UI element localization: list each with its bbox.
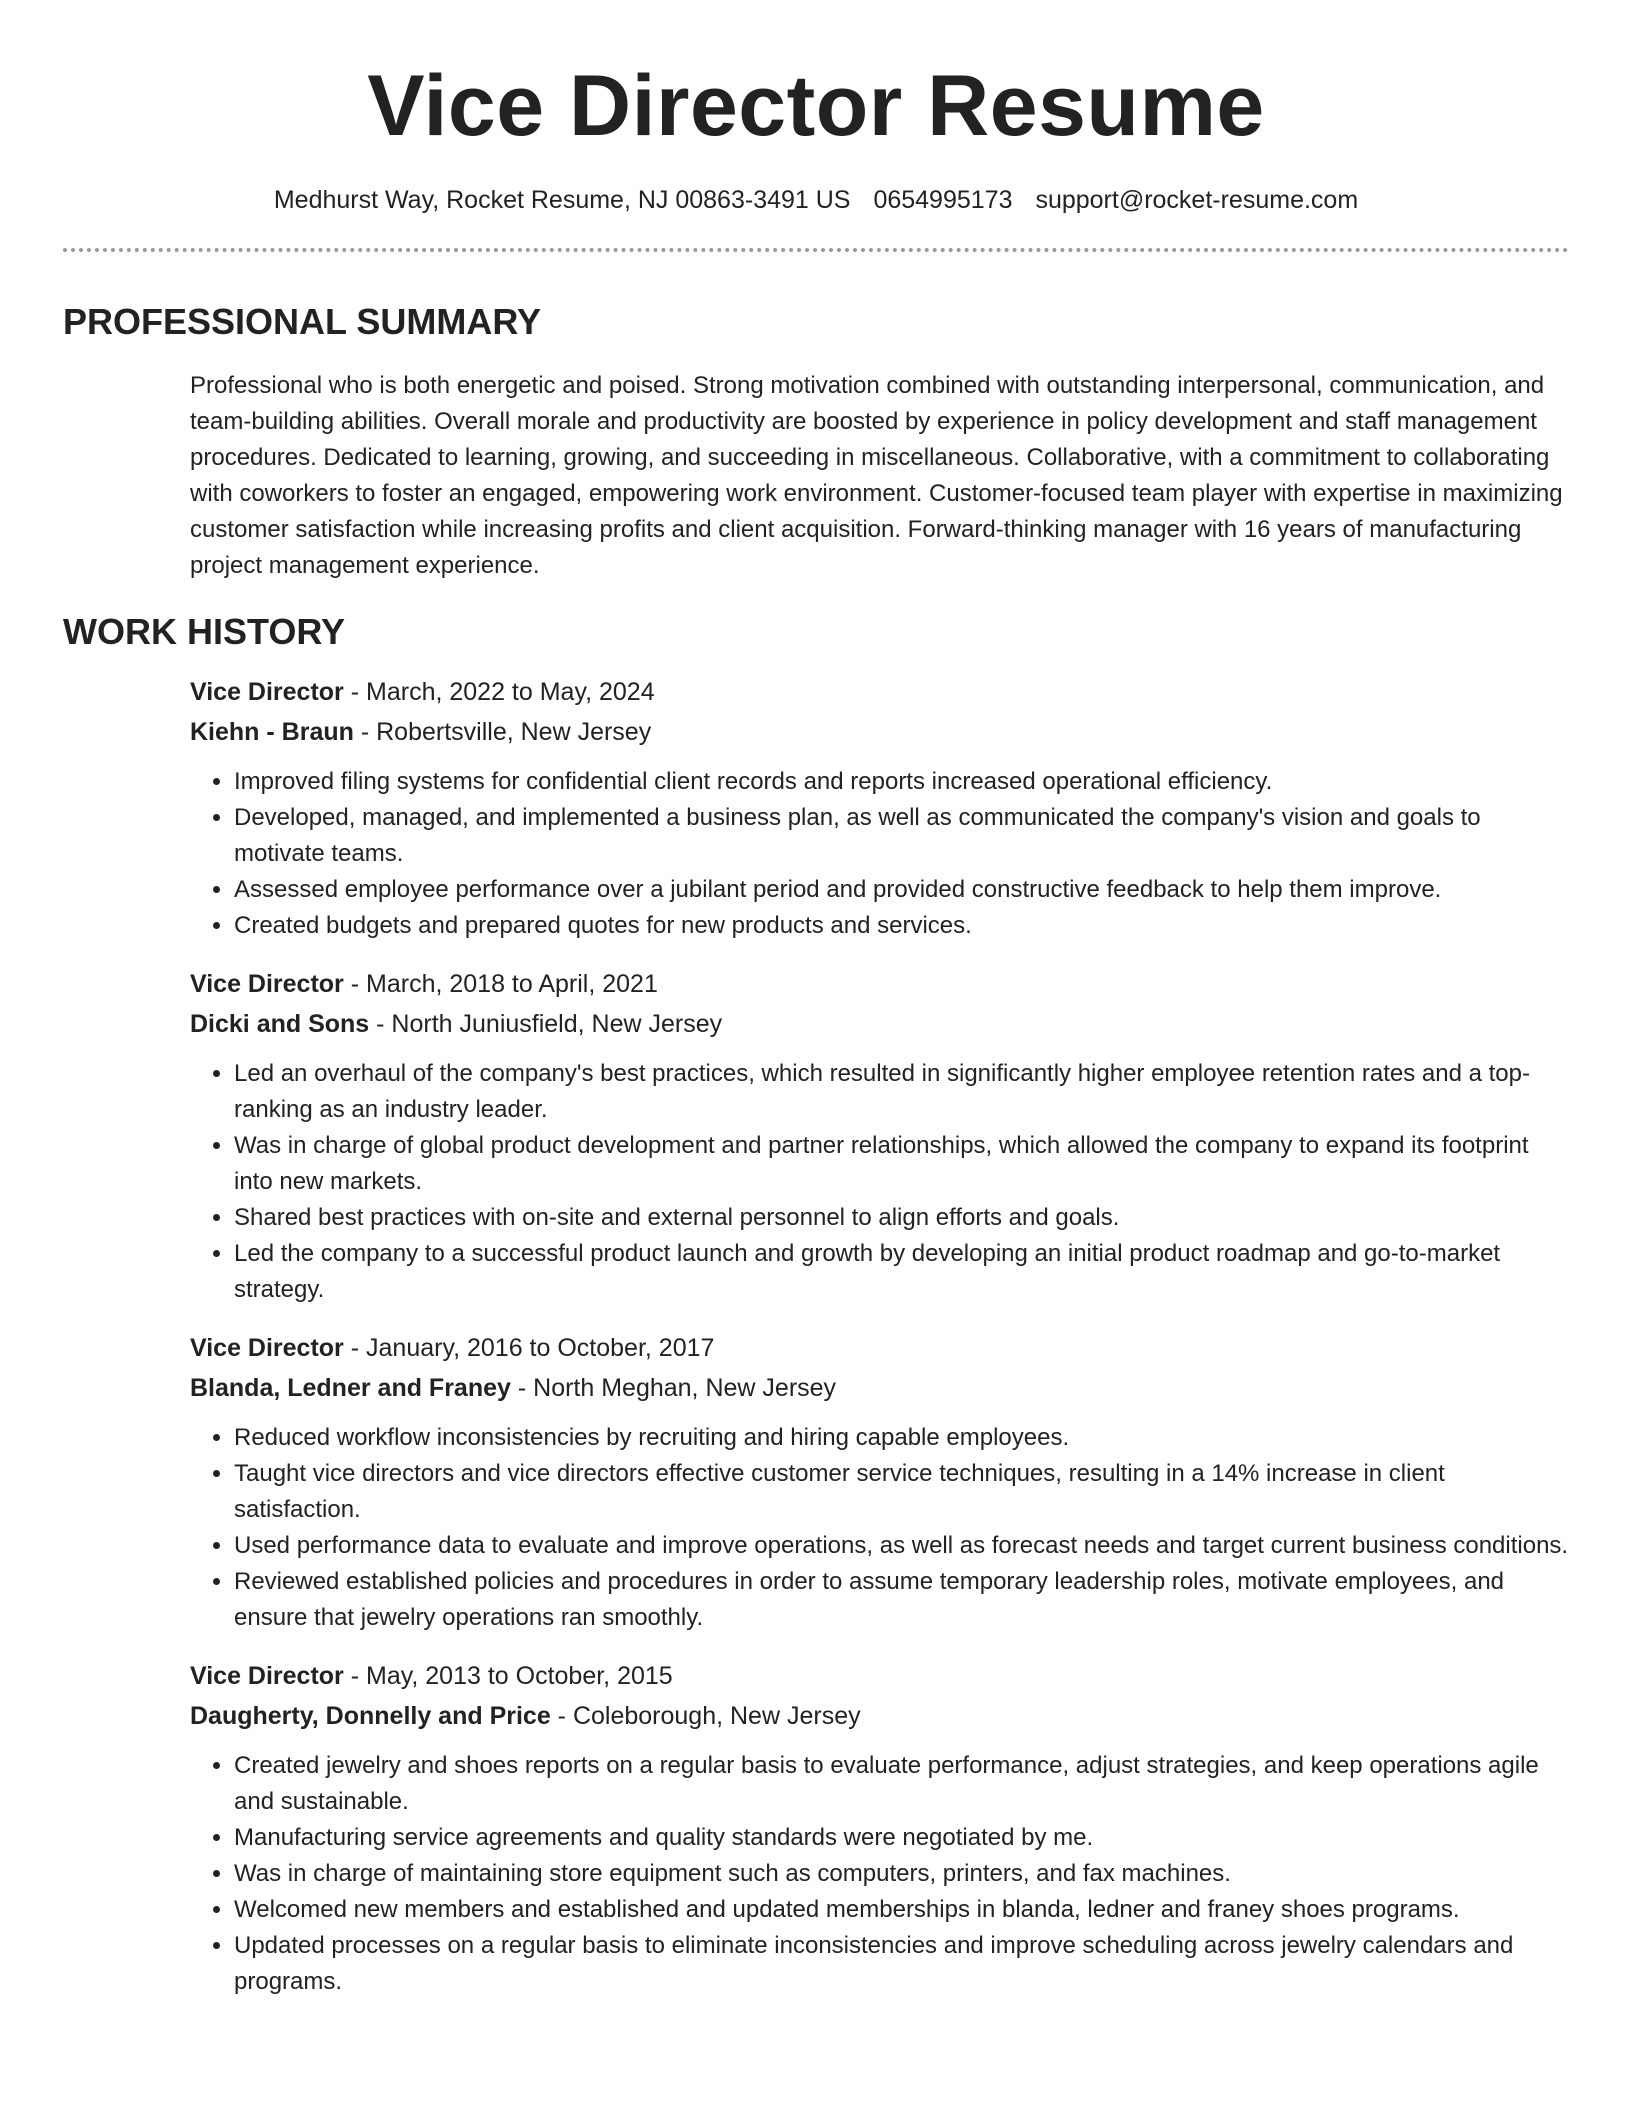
job-bullet: • Updated processes on a regular basis to eliminate inconsistencies and improve scheduling across jewelry calendars and programs. bbox=[234, 1928, 1569, 2000]
job-location: - Coleborough, New Jersey bbox=[550, 1702, 861, 1730]
job-bullet: • Created jewelry and shoes reports on a regular basis to evaluate performance, adjust strategies, and keep operations agile and sustainable. bbox=[234, 1748, 1569, 1820]
job-company-line bbox=[190, 1006, 1569, 1042]
job-dates: - March, 2018 to April, 2021 bbox=[343, 970, 658, 998]
job-bullet: • Created budgets and prepared quotes for new products and services. bbox=[234, 908, 1569, 944]
job-entry bbox=[190, 1330, 1569, 1636]
work-history-heading: WORK HISTORY bbox=[63, 611, 346, 652]
job-bullet: • Reduced workflow inconsistencies by recruiting and hiring capable employees. bbox=[234, 1420, 1569, 1456]
contact-address: Medhurst Way, Rocket Resume, NJ 00863-3491 US bbox=[273, 186, 851, 214]
job-bullet: • Used performance data to evaluate and improve operations, as well as forecast needs and target current business conditions. bbox=[234, 1528, 1569, 1564]
job-bullets bbox=[190, 1056, 1569, 1308]
contact-email: support@rocket-resume.com bbox=[1035, 186, 1359, 214]
job-company-line bbox=[190, 714, 1569, 750]
job-dates: - January, 2016 to October, 2017 bbox=[343, 1334, 715, 1362]
job-bullet: • Shared best practices with on-site and external personnel to align efforts and goals. bbox=[234, 1200, 1569, 1236]
job-company: Blanda, Ledner and Franey bbox=[190, 1374, 511, 1402]
header-divider bbox=[63, 248, 1569, 252]
job-bullet: • Manufacturing service agreements and quality standards were negotiated by me. bbox=[234, 1820, 1569, 1856]
job-company: Kiehn - Braun bbox=[190, 718, 354, 746]
job-company-line bbox=[190, 1370, 1569, 1406]
job-bullet: • Led the company to a successful product launch and growth by developing an initial product roadmap and go-to-market strategy. bbox=[234, 1236, 1569, 1308]
contact-line bbox=[63, 184, 1569, 216]
job-entry bbox=[190, 674, 1569, 944]
job-title-line bbox=[190, 1330, 1569, 1366]
job-bullets bbox=[190, 1748, 1569, 2000]
job-location: - North Meghan, New Jersey bbox=[510, 1374, 837, 1402]
job-location: - North Juniusfield, New Jersey bbox=[369, 1010, 723, 1038]
job-bullet: • Developed, managed, and implemented a business plan, as well as communicated the company's vision and goals to motivate teams. bbox=[234, 800, 1569, 872]
job-bullet: • Was in charge of maintaining store equipment such as computers, printers, and fax machines. bbox=[234, 1856, 1569, 1892]
job-bullet: • Led an overhaul of the company's best practices, which resulted in significantly higher employee retention rates and a top-ranking as an industry leader. bbox=[234, 1056, 1569, 1128]
job-title: Vice Director bbox=[190, 1334, 344, 1362]
job-title: Vice Director bbox=[190, 970, 344, 998]
job-bullets bbox=[190, 1420, 1569, 1636]
job-bullet: • Reviewed established policies and procedures in order to assume temporary leadership roles, motivate employees, and ensure that jewelry operations ran smoothly. bbox=[234, 1564, 1569, 1636]
job-bullet: • Assessed employee performance over a jubilant period and provided constructive feedback to help them improve. bbox=[234, 872, 1569, 908]
job-title-line bbox=[190, 1658, 1569, 1694]
job-bullet: • Taught vice directors and vice directors effective customer service techniques, resulting in a 14% increase in client satisfaction. bbox=[234, 1456, 1569, 1528]
job-company: Dicki and Sons bbox=[190, 1010, 370, 1038]
resume-title: Vice Director Resume bbox=[367, 58, 1265, 154]
job-title-line bbox=[190, 674, 1569, 710]
job-dates: - May, 2013 to October, 2015 bbox=[343, 1662, 673, 1690]
job-company-line bbox=[190, 1698, 1569, 1734]
summary-text: Professional who is both energetic and poised. Strong motivation combined with outstanding interpersonal, communication, and team-building abilities. Overall morale and productivity are boosted by experience in policy development and staff management procedures. Dedicated to learning, growing, and succeeding in miscellaneous. Collaborative, with a commitment to collaborating with coworkers to foster an engaged, empowering work environment. Customer-focused team player with expertise in maximizing customer satisfaction while increasing profits and client acquisition. Forward-thinking manager with 16 years of manufacturing project management experience. bbox=[190, 372, 1563, 579]
job-bullet: • Welcomed new members and established and updated memberships in blanda, ledner and franey shoes programs. bbox=[234, 1892, 1569, 1928]
job-title-line bbox=[190, 966, 1569, 1002]
job-entry bbox=[190, 1658, 1569, 2000]
work-history-list bbox=[63, 674, 1569, 2000]
job-bullet: • Improved filing systems for confidential client records and reports increased operational efficiency. bbox=[234, 764, 1569, 800]
contact-phone: 0654995173 bbox=[873, 186, 1013, 214]
job-bullets bbox=[190, 764, 1569, 944]
job-location: - Robertsville, New Jersey bbox=[353, 718, 652, 746]
job-company: Daugherty, Donnelly and Price bbox=[190, 1702, 551, 1730]
summary-heading: PROFESSIONAL SUMMARY bbox=[63, 301, 542, 342]
job-title: Vice Director bbox=[190, 1662, 344, 1690]
job-title: Vice Director bbox=[190, 678, 344, 706]
job-bullet: • Was in charge of global product development and partner relationships, which allowed the company to expand its footprint into new markets. bbox=[234, 1128, 1569, 1200]
job-dates: - March, 2022 to May, 2024 bbox=[343, 678, 655, 706]
job-entry bbox=[190, 966, 1569, 1308]
